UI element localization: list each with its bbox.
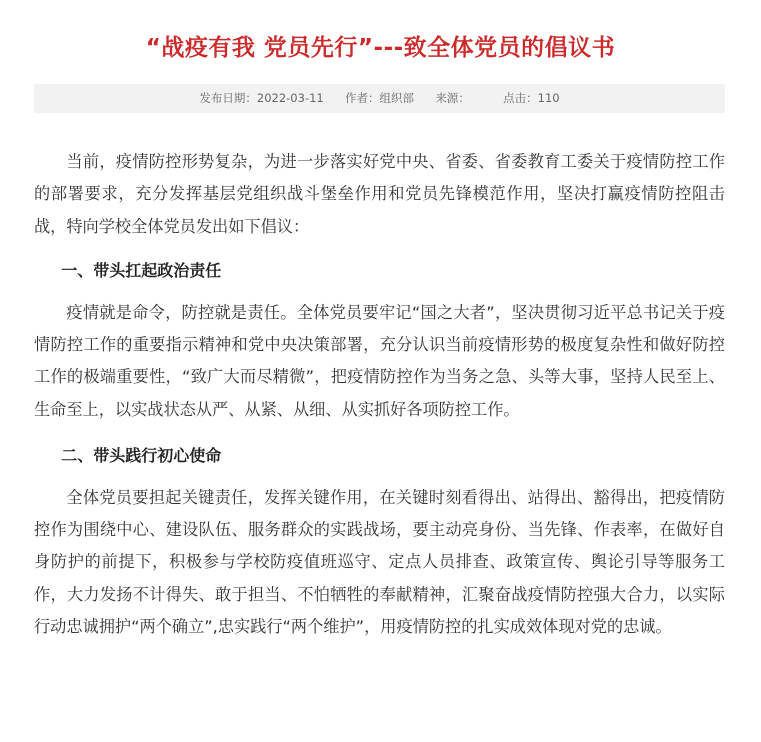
article-body (34, 146, 725, 644)
author: 组织部 (379, 91, 415, 105)
author-label: 作者： (345, 91, 380, 105)
section-heading-2: 二、带头践行初心使命 (61, 446, 222, 466)
clicks-label: 点击： (503, 91, 538, 105)
publish-date-label: 发布日期： (199, 91, 257, 105)
intro-paragraph: 当前，疫情防控形势复杂，为进一步落实好党中央、省委、省委教育工委关于疫情防控工作的部署要求，充分发挥基层党组织战斗堡垒作用和党员先锋模范作用，坚决打赢疫情防控阻击战，特向学校全体党员发出如下倡议： (34, 152, 725, 236)
section-heading-1: 一、带头扛起政治责任 (61, 261, 222, 281)
section-1-paragraph: 疫情就是命令，防控就是责任。全体党员要牢记“国之大者”，坚决贯彻习近平总书记关于疫情防控工作的重要指示精神和党中央决策部署，充分认识当前疫情形势的极度复杂性和做好防控工作的极端重要性，“致广大而尽精微”，把疫情防控作为当务之急、头等大事，坚持人民至上、生命至上，以实战状态从严、从紧、从细、从实抓好各项防控工作。 (34, 302, 725, 419)
article-title: “战疫有我 党员先行”---致全体党员的倡议书 (145, 35, 616, 61)
source-label: 来源： (435, 91, 470, 105)
section-2-paragraph: 全体党员要担起关键责任，发挥关键作用，在关键时刻看得出、站得出、豁得出，把疫情防控作为围绕中心、建设队伍、服务群众的实践战场，要主动亮身份、当先锋、作表率，在做好自身防护的前提下，积极参与学校防疫值班巡守、定点人员排查、政策宣传、舆论引导等服务工作，大力发扬不计得失、敢于担当、不怕牺牲的奉献精神，汇聚奋战疫情防控强大合力，以实际行动忠诚拥护“两个确立”,忠实践行“两个维护”，用疫情防控的扎实成效体现对党的忠诚。 (34, 487, 725, 637)
article-meta-bar (34, 84, 725, 113)
click-count: 110 (537, 91, 560, 105)
publish-date: 2022-03-11 (256, 91, 324, 105)
